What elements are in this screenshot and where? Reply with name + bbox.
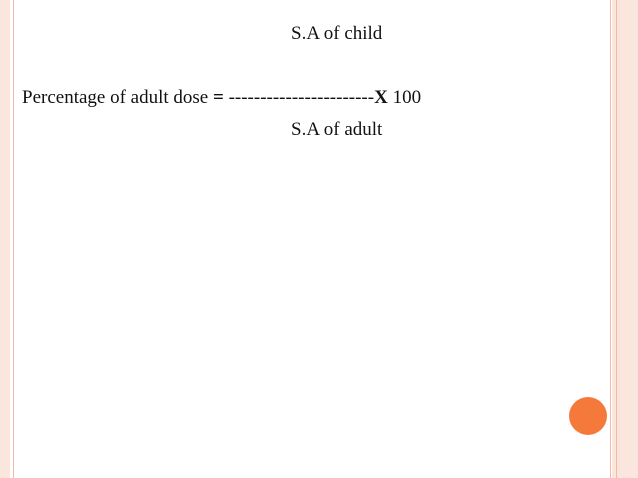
left-border-line: [13, 0, 14, 478]
accent-circle: [569, 397, 607, 435]
right-border-line-inner: [616, 0, 617, 478]
formula-times-sign: X: [374, 87, 388, 108]
formula-line: [22, 88, 421, 107]
formula-factor: 100: [387, 87, 422, 108]
fraction-denominator: S.A of adult: [291, 119, 383, 140]
left-border-band: [0, 0, 10, 478]
formula-equals: =: [212, 87, 224, 108]
right-border-line-outer: [610, 0, 611, 478]
formula-label: Percentage of adult dose: [22, 87, 213, 108]
formula-fraction-bar: -----------------------: [223, 87, 375, 108]
fraction-numerator: S.A of child: [291, 23, 383, 44]
